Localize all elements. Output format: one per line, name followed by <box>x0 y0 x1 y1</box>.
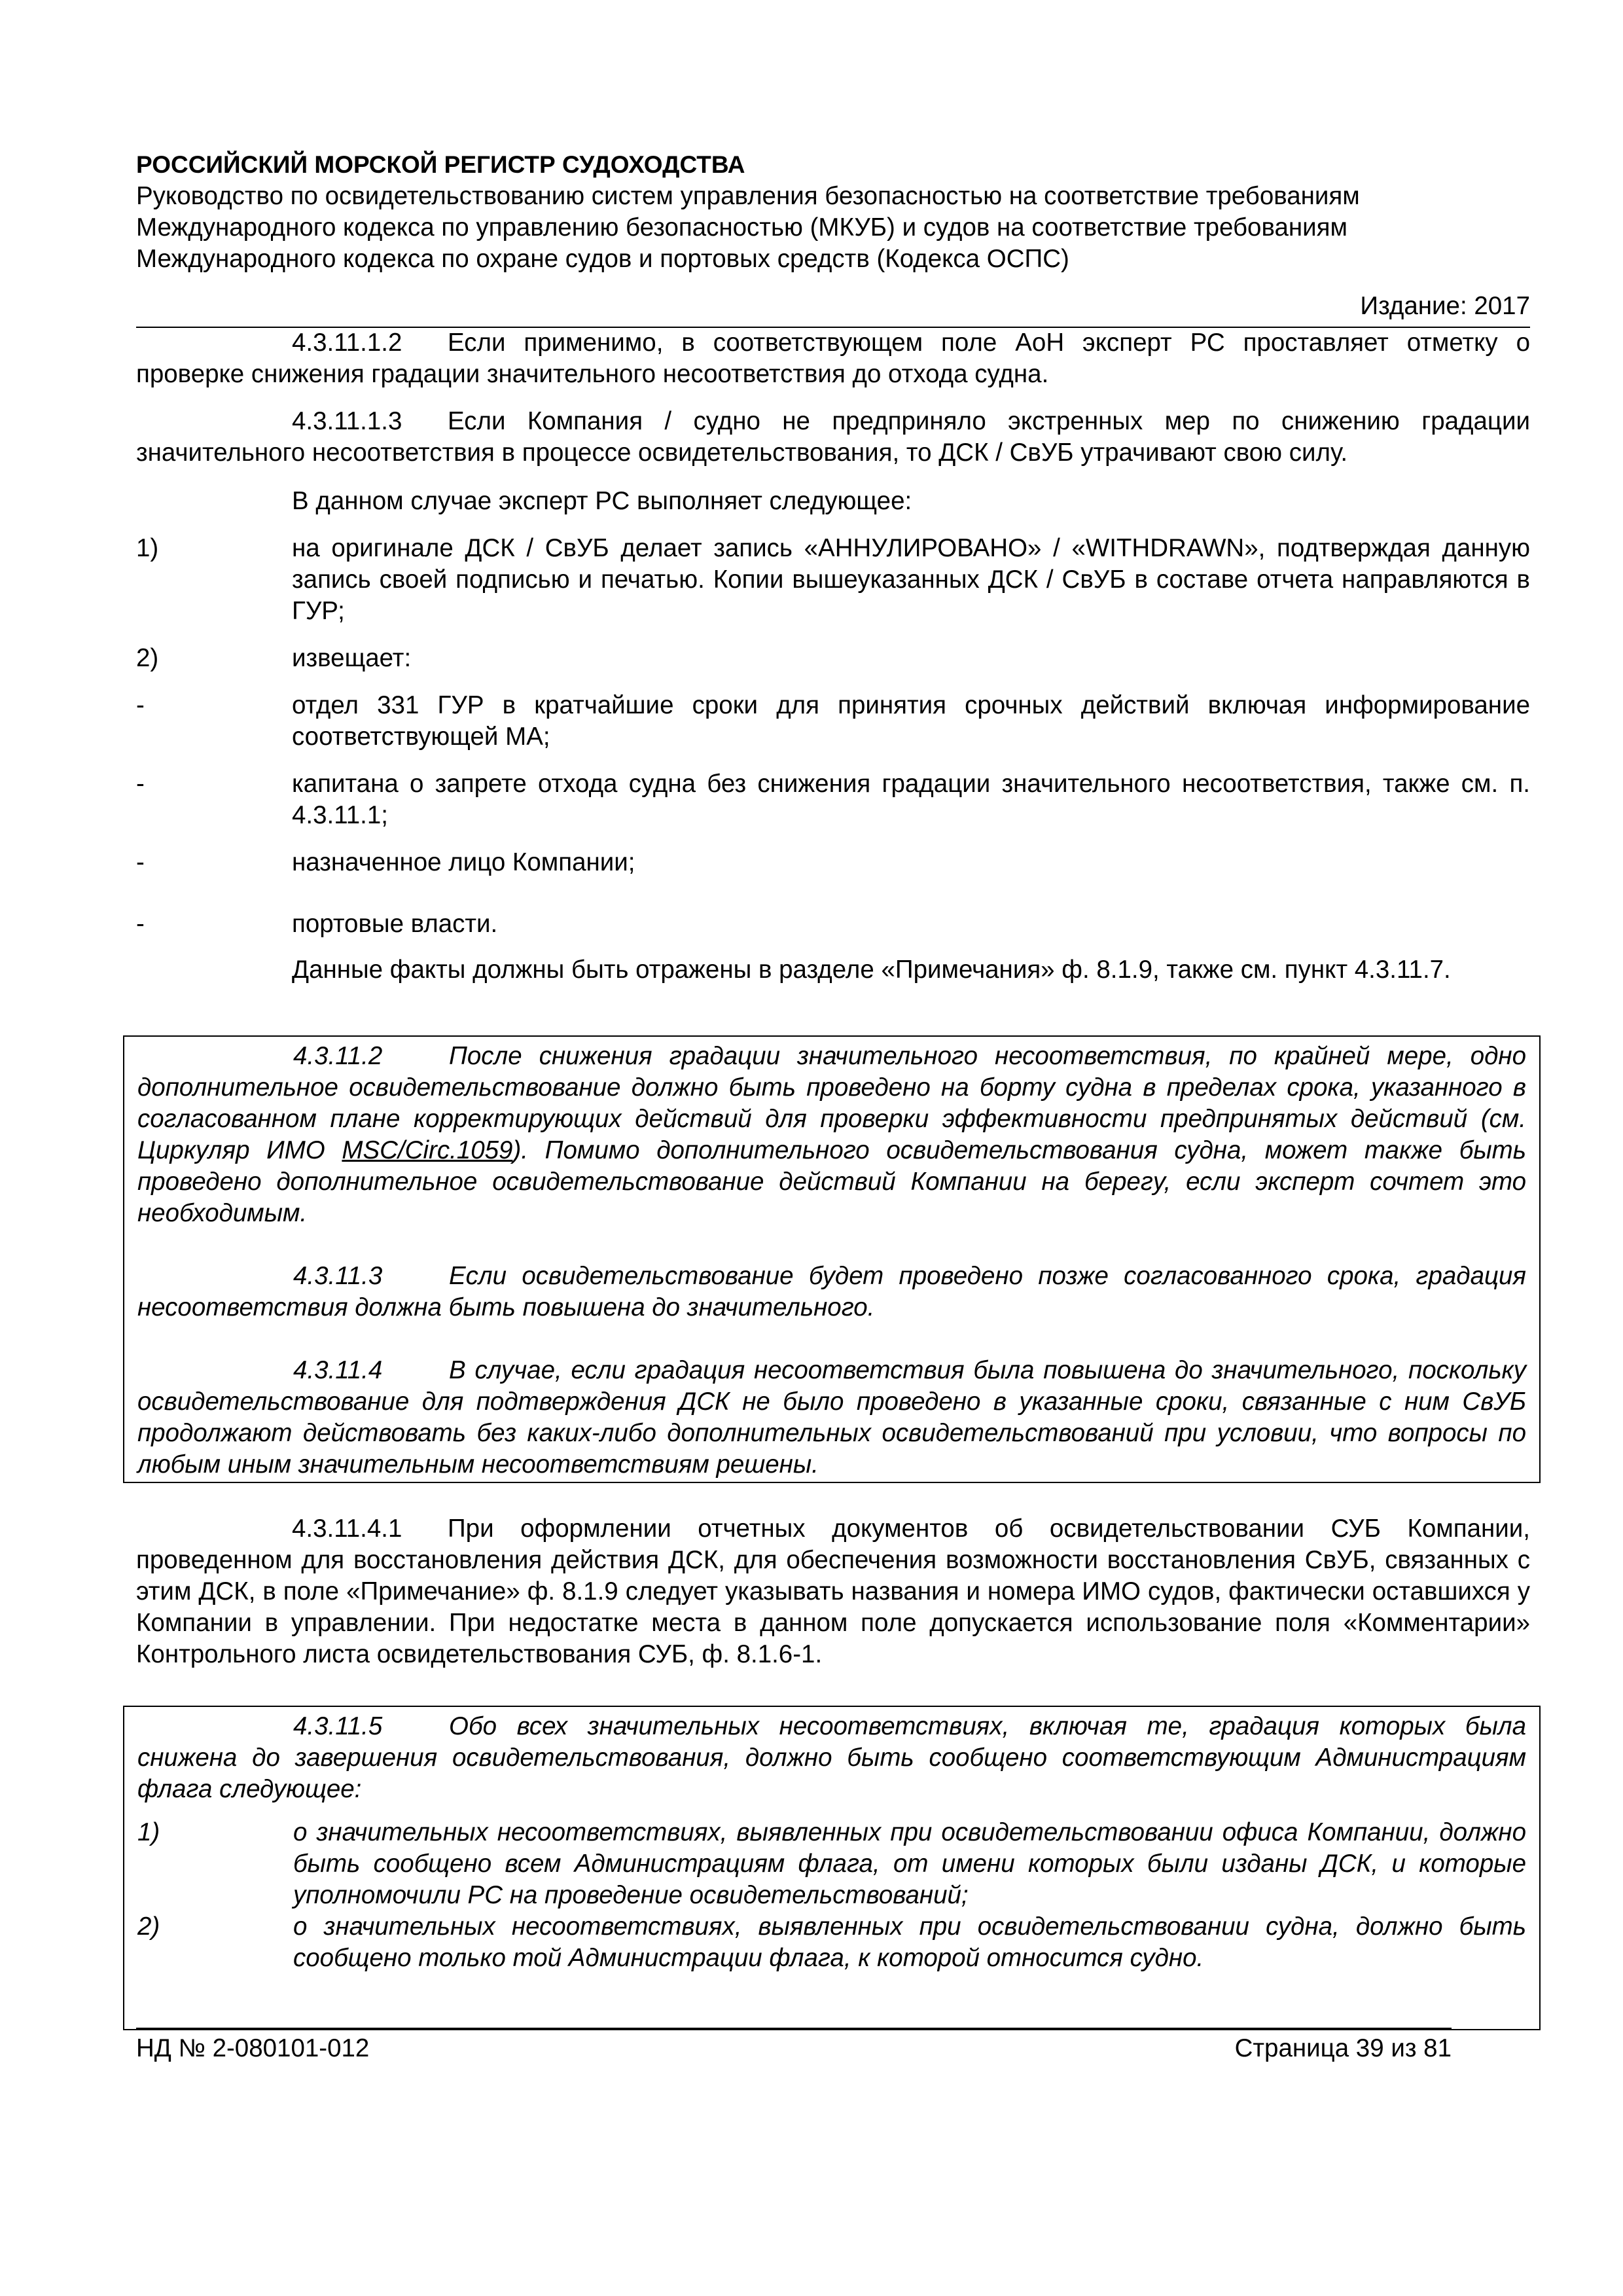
paragraph-4-3-11-2 <box>137 1041 1526 1229</box>
paragraph-text: Если применимо, в соответствующем поле AoH эксперт РС проставляет отметку о проверке снижения градации значительного несоответствия до отхода судна. <box>136 329 1530 388</box>
organization-title: РОССИЙСКИЙ МОРСКОЙ РЕГИСТР СУДОХОДСТВА <box>136 151 745 178</box>
list-item <box>136 690 1530 753</box>
list-item <box>136 768 1530 831</box>
action-intro: В данном случае эксперт РС выполняет следующее: <box>292 487 912 515</box>
paragraph-number: 4.3.11.1.2 <box>292 329 402 357</box>
list-marker: - <box>136 770 145 798</box>
paragraph-number: 4.3.11.5 <box>293 1712 383 1740</box>
paragraph-number: 4.3.11.3 <box>293 1262 383 1290</box>
list-text: портовые власти. <box>292 910 498 938</box>
list-marker: - <box>136 910 145 938</box>
paragraph-4-3-11-3 <box>137 1261 1526 1323</box>
list-item <box>136 533 1530 627</box>
list-marker: 2) <box>137 1912 160 1941</box>
paragraph-number: 4.3.11.4 <box>293 1356 383 1384</box>
imo-circular-link[interactable]: MSC/Circ.1059 <box>342 1136 513 1164</box>
list-text: извещает: <box>292 644 412 672</box>
guide-title-line-3: Международного кодекса по охране судов и портовых средств (Кодекса ОСПС) <box>136 245 1069 273</box>
list-marker: - <box>136 848 145 876</box>
facts-paragraph: Данные факты должны быть отражены в разделе «Примечания» ф. 8.1.9, также см. пункт 4.3.11.7. <box>292 956 1451 984</box>
list-item <box>136 643 1530 674</box>
list-text: назначенное лицо Компании; <box>292 848 635 876</box>
list-text: отдел 331 ГУР в кратчайшие сроки для принятия срочных действий включая информирование соответствующей МА; <box>292 691 1530 751</box>
document-header <box>136 149 1530 275</box>
edition-label: Издание: 2017 <box>1360 292 1530 320</box>
list-item <box>137 1817 1526 1911</box>
paragraph-text-cont: ). Помимо дополнительного освидетельствования судна, может также быть проведено дополнительное освидетельствование действий Компании на берегу, если эксперт сочтет это необходимым. <box>137 1136 1526 1227</box>
boxed-requirements-1 <box>123 1035 1541 1483</box>
list-text: капитана о запрете отхода судна без снижения градации значительного несоответствия, также см. п. 4.3.11.1; <box>292 770 1530 829</box>
paragraph-4-3-11-5 <box>137 1711 1526 1805</box>
list-marker: 1) <box>136 534 159 562</box>
paragraph-4-3-11-4-1 <box>136 1513 1530 1670</box>
footer-divider <box>136 2028 1452 2029</box>
list-text: о значительных несоответствиях, выявленных при освидетельствовании офиса Компании, должно быть сообщено всем Администрациям флага, от имени которых были изданы ДСК, и которые уполномочили РС на проведение освидетельствований; <box>293 1818 1526 1909</box>
paragraph-text: При оформлении отчетных документов об освидетельствовании СУБ Компании, проведенном для восстановления действия ДСК, для обеспечения возможности восстановления СвУБ, связанных с этим ДСК, в поле «Примечание» ф. 8.1.9 следует указывать названия и номера ИМО судов, фактически оставшихся у Компании в управлении. При недостатке места в данном поле допускается использование поля «Комментарии» Контрольного листа освидетельствования СУБ, ф. 8.1.6-1. <box>136 1515 1530 1668</box>
document-page <box>136 0 1530 2296</box>
guide-title-line-1: Руководство по освидетельствованию систем управления безопасностью на соответствие требованиям <box>136 182 1360 210</box>
paragraph-4-3-11-1-2 <box>136 327 1530 390</box>
paragraph-number: 4.3.11.4.1 <box>292 1515 402 1543</box>
list-marker: - <box>136 691 145 719</box>
paragraph-4-3-11-4 <box>137 1355 1526 1480</box>
list-item <box>137 1911 1526 1974</box>
paragraph-4-3-11-1-3 <box>136 406 1530 469</box>
paragraph-number: 4.3.11.2 <box>293 1042 383 1070</box>
paragraph-text: Если Компания / судно не предприняло экстренных мер по снижению градации значительного несоответствия в процессе освидетельствования, то ДСК / СвУБ утрачивают свою силу. <box>136 407 1530 467</box>
paragraph-text: После снижения градации значительного несоответствия, по крайней мере, одно дополнительное освидетельствование должно быть проведено на борту судна в пределах срока, указанного в согласованном плане корректирующих действий для проверки эффективности предпринятых действий (см. Циркуляр ИМО <box>137 1042 1526 1164</box>
boxed-requirements-2 <box>123 1706 1541 2030</box>
paragraph-text: В случае, если градация несоответствия была повышена до значительного, поскольку освидетельствование для подтверждения ДСК не было проведено в указанные сроки, связанные с ним СвУБ продолжают действовать без каких-либо дополнительных освидетельствований при условии, что вопросы по любым иным значительным несоответствиям решены. <box>137 1356 1526 1479</box>
list-marker: 2) <box>136 644 159 672</box>
page-number: Страница 39 из 81 <box>1234 2034 1452 2062</box>
list-item <box>136 847 1530 878</box>
document-number: НД № 2-080101-012 <box>136 2034 370 2062</box>
paragraph-text: Обо всех значительных несоответствиях, включая те, градация которых была снижена до завершения освидетельствования, должно быть сообщено соответствующим Администрациям флага следующее: <box>137 1712 1526 1803</box>
paragraph-number: 4.3.11.1.3 <box>292 407 402 435</box>
guide-title-line-2: Международного кодекса по управлению безопасностью (МКУБ) и судов на соответствие требованиям <box>136 213 1347 242</box>
paragraph-text: Если освидетельствование будет проведено позже согласованного срока, градация несоответствия должна быть повышена до значительного. <box>137 1262 1526 1321</box>
list-text: о значительных несоответствиях, выявленных при освидетельствовании судна, должно быть сообщено только той Администрации флага, к которой относится судно. <box>293 1912 1526 1972</box>
list-marker: 1) <box>137 1818 160 1846</box>
list-item <box>136 908 1530 940</box>
list-text: на оригинале ДСК / СвУБ делает запись «АННУЛИРОВАНО» / «WITHDRAWN», подтверждая данную запись своей подписью и печатью. Копии вышеуказанных ДСК / СвУБ в составе отчета направляются в ГУР; <box>292 534 1530 625</box>
